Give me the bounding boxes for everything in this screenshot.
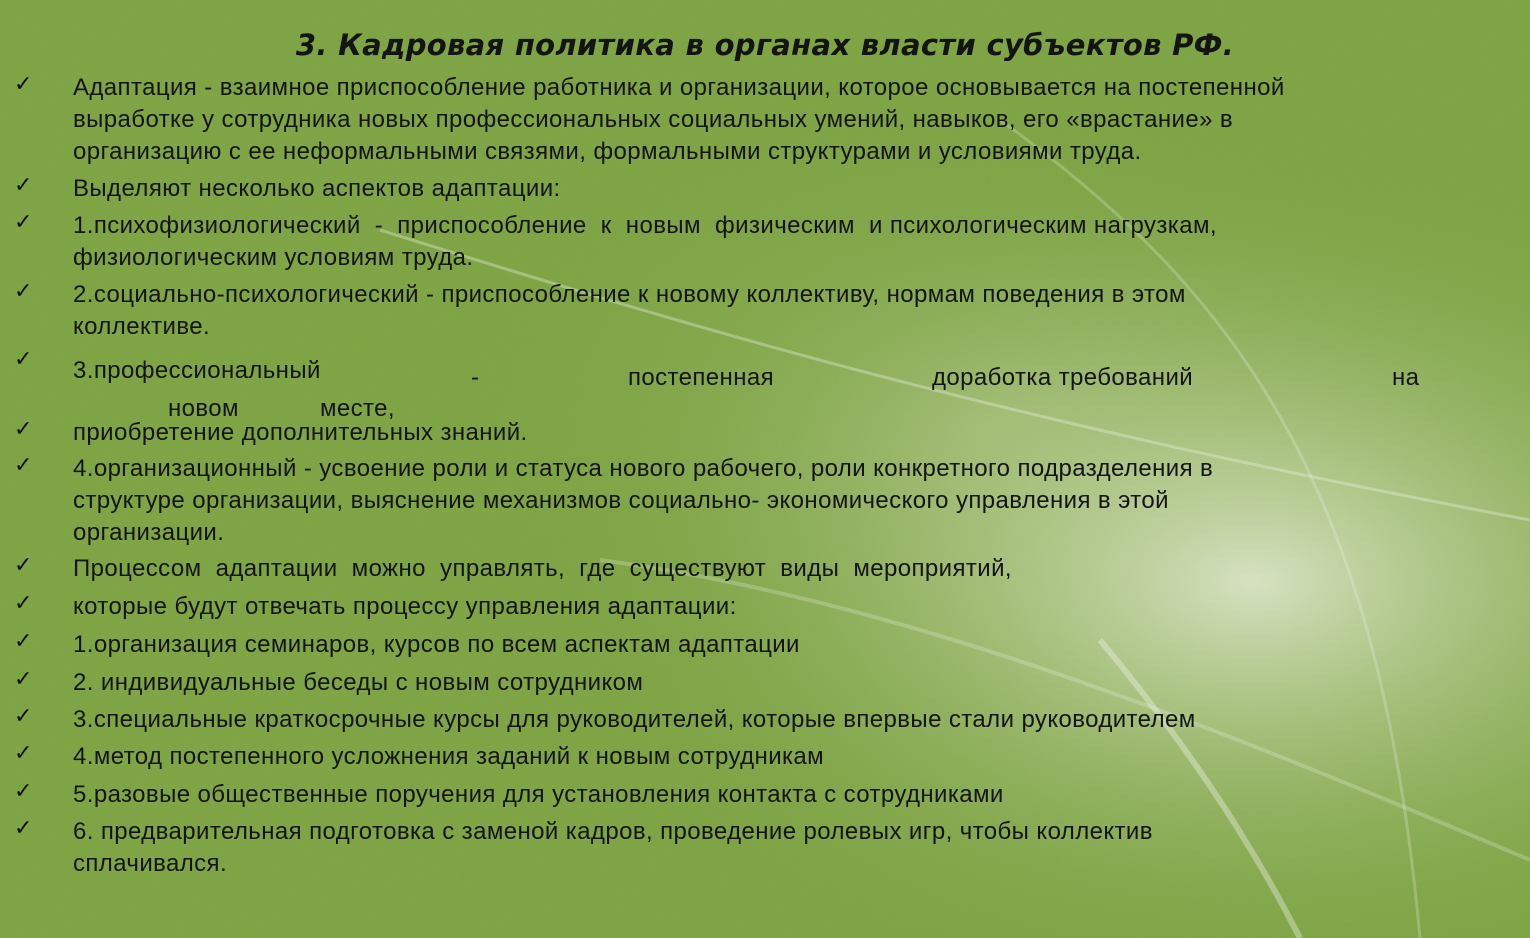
list-item-line: 4.метод постепенного усложнения заданий к новым сотрудникам [73, 743, 825, 770]
checkmark-icon: ✓ [14, 779, 33, 804]
list-item-line: структуре организации, выяснение механизмов социально- экономического управления в этой [73, 487, 1169, 514]
list-item-line: Адаптация - взаимное приспособление работника и организации, которое основывается на постепенной [73, 74, 1285, 101]
list-item-line: 1.организация семинаров, курсов по всем аспектам адаптации [73, 631, 800, 658]
list-item-line: 2.социально-психологический - приспособление к новому коллективу, нормам поведения в этом [73, 281, 1186, 308]
checkmark-icon: ✓ [14, 279, 33, 304]
list-item-line: которые будут отвечать процессу управления адаптации: [73, 593, 737, 620]
list-item-line: физиологическим условиям труда. [73, 244, 474, 271]
checkmark-icon: ✓ [14, 591, 33, 616]
list-item-line: новом [168, 395, 239, 422]
list-item-line: постепенная [628, 364, 775, 391]
checkmark-icon: ✓ [14, 741, 33, 766]
list-item-line: 4.организационный - усвоение роли и статуса нового рабочего, роли конкретного подразделения в [73, 455, 1214, 482]
list-item-line: - [471, 364, 480, 391]
slide-title: 3. Кадровая политика в органах власти субъектов РФ. [295, 28, 1235, 62]
checkmark-icon: ✓ [14, 453, 33, 478]
checkmark-icon: ✓ [14, 629, 33, 654]
checkmark-icon: ✓ [14, 210, 33, 235]
list-item-line: 6. предварительная подготовка с заменой кадров, проведение ролевых игр, чтобы коллектив [73, 818, 1153, 845]
list-item-line: на [1392, 364, 1420, 391]
checkmark-icon: ✓ [14, 417, 33, 442]
checkmark-icon: ✓ [14, 347, 33, 372]
list-item-line: Процессом адаптации можно управлять, где существуют виды мероприятий, [73, 555, 1012, 582]
checkmark-icon: ✓ [14, 704, 33, 729]
checkmark-icon: ✓ [14, 667, 33, 692]
list-item-line: месте, [320, 395, 395, 422]
list-item-line: приобретение дополнительных знаний. [73, 419, 528, 446]
list-item-line: коллективе. [73, 313, 211, 340]
checkmark-icon: ✓ [14, 816, 33, 841]
list-item-line: 2. индивидуальные беседы с новым сотрудником [73, 669, 644, 696]
list-item-line: 1.психофизиологический - приспособление к новым физическим и психологическим нагрузкам, [73, 212, 1217, 239]
list-item-line: 3.специальные краткосрочные курсы для руководителей, которые впервые стали руководителем [73, 706, 1196, 733]
checkmark-icon: ✓ [14, 553, 33, 578]
list-item-line: доработка требований [932, 364, 1194, 391]
list-item-line: 3.профессиональный [73, 357, 321, 384]
list-item-line: выработке у сотрудника новых профессиональных социальных умений, навыков, его «врастание» в [73, 106, 1234, 133]
checkmark-icon: ✓ [14, 72, 33, 97]
list-item-line: сплачивался. [73, 850, 228, 877]
list-item-line: 5.разовые общественные поручения для установления контакта с сотрудниками [73, 781, 1004, 808]
checkmark-icon: ✓ [14, 173, 33, 198]
list-item-line: организации. [73, 519, 225, 546]
list-item-line: Выделяют несколько аспектов адаптации: [73, 175, 561, 202]
list-item-line: организацию с ее неформальными связями, формальными структурами и условиями труда. [73, 138, 1142, 165]
